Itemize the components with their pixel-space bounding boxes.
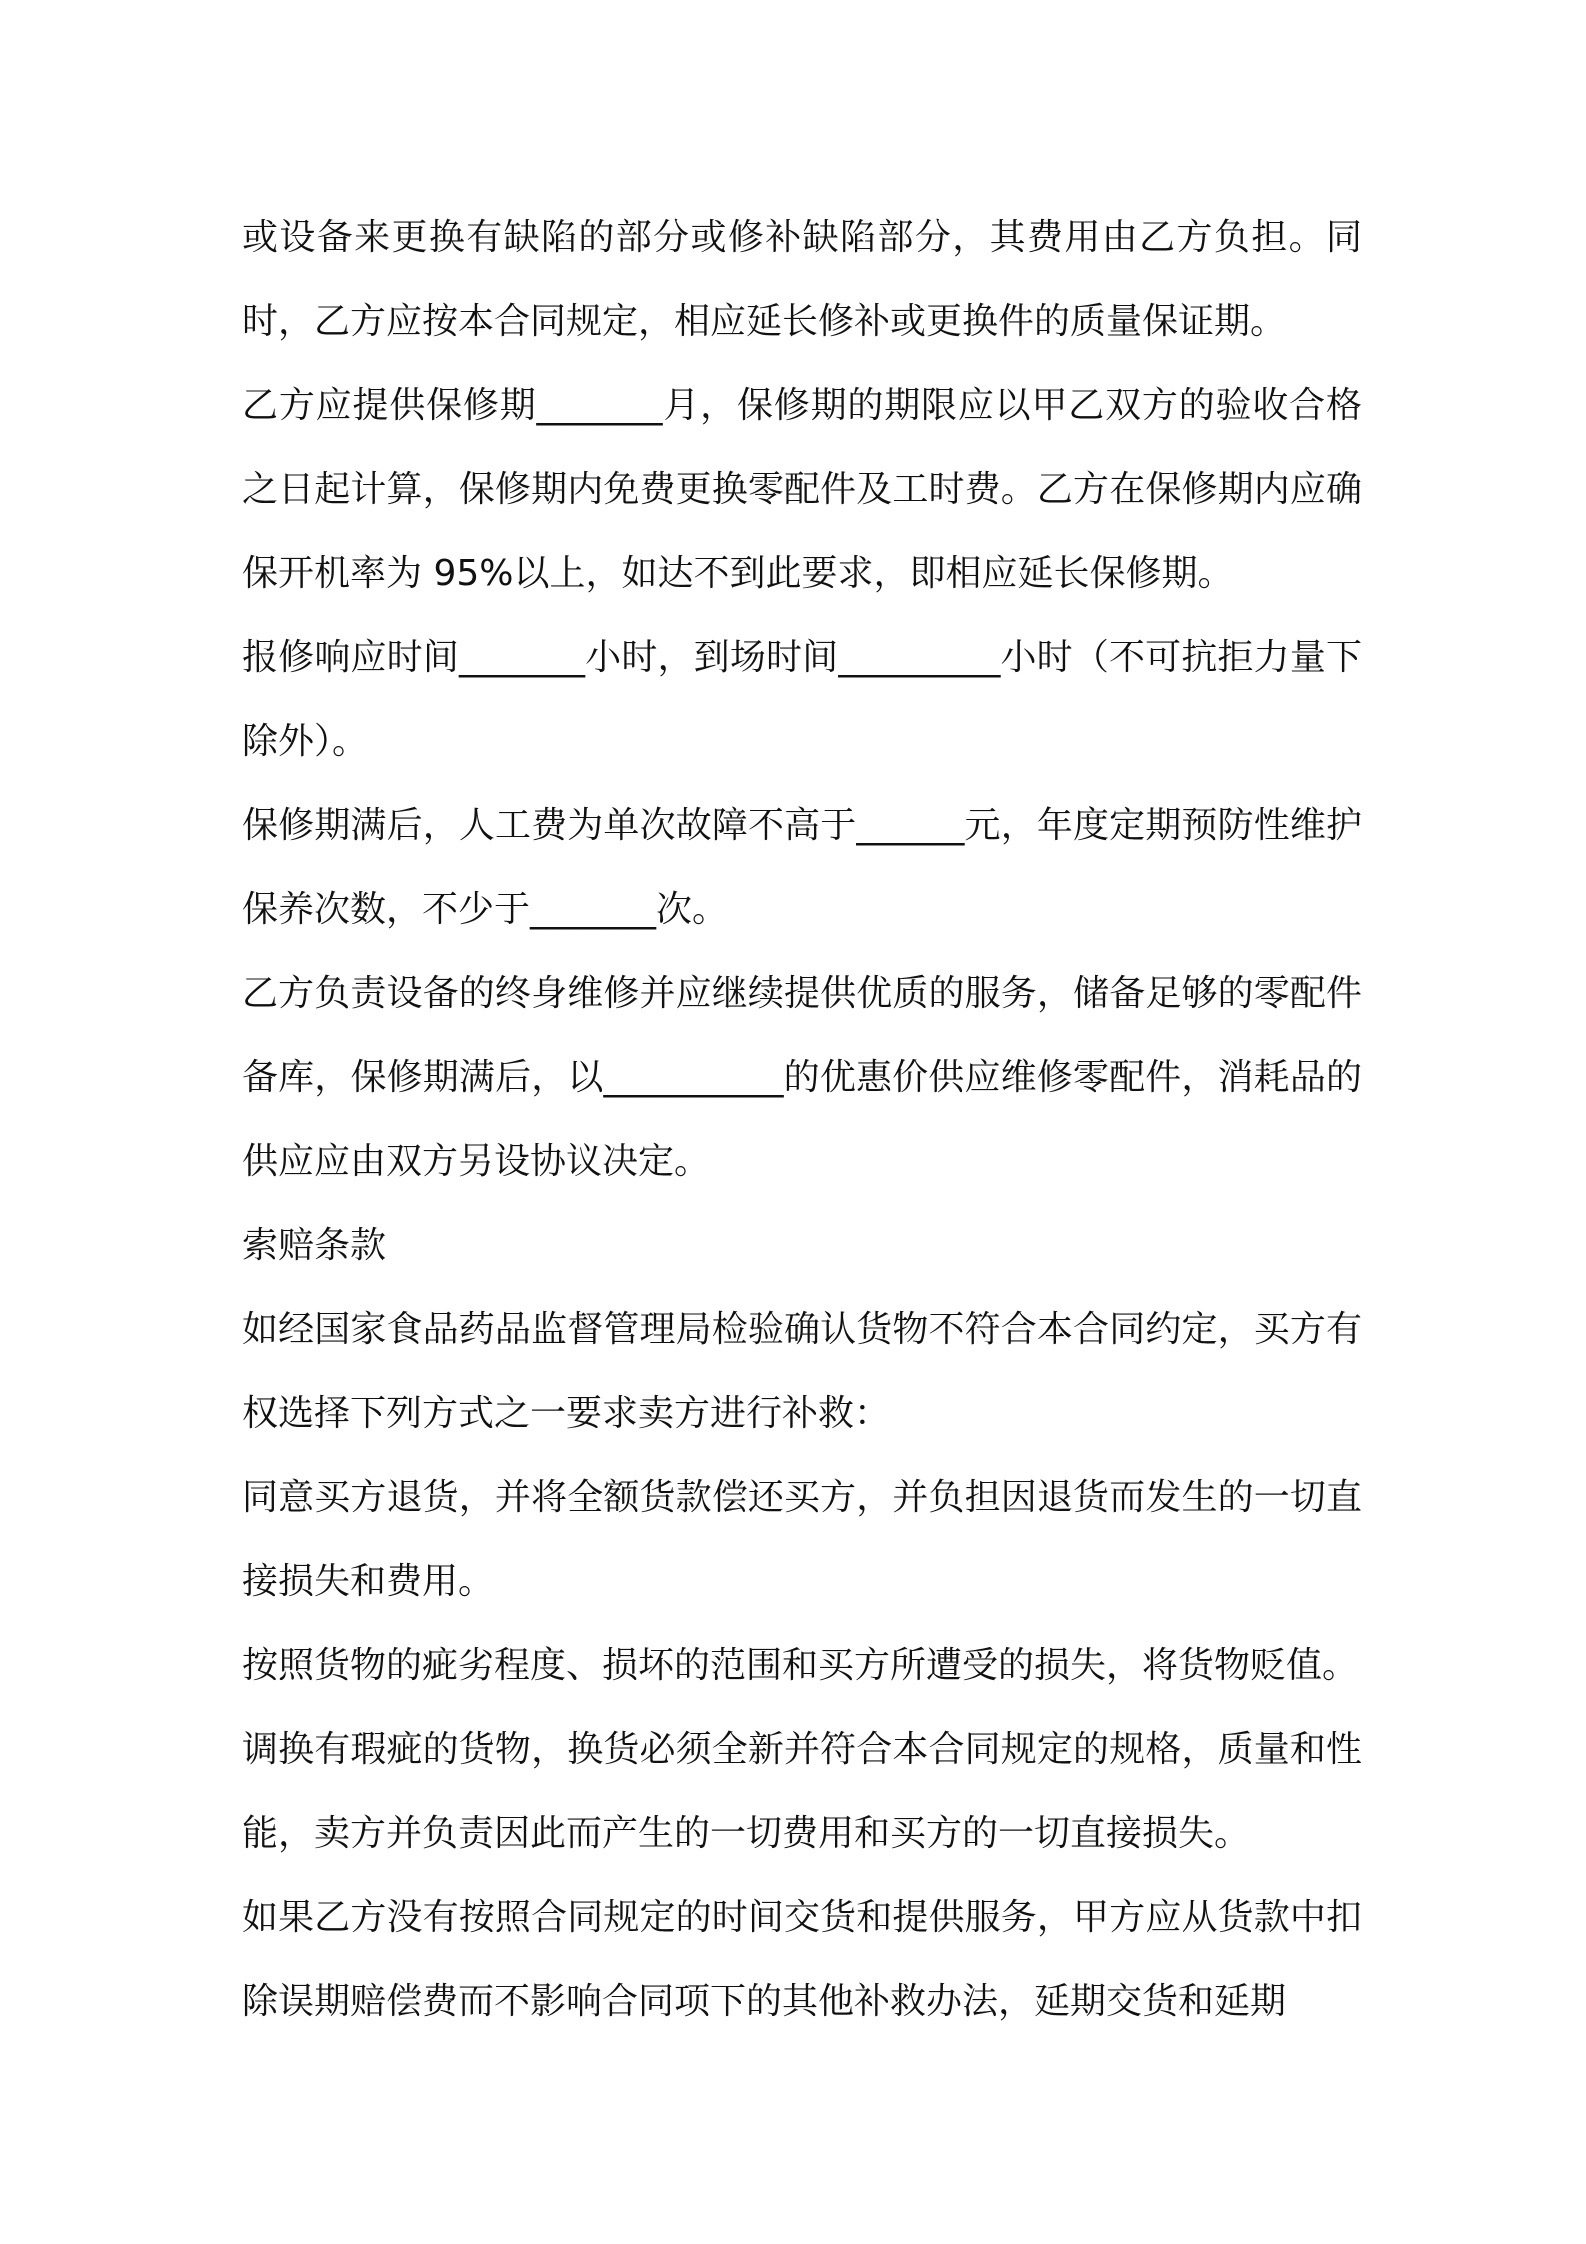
paragraph-lifetime-maintenance: 乙方负责设备的终身维修并应继续提供优质的服务，储备足够的零配件备库，保修期满后，以__________的优惠价供应维修零配件，消耗品的供应应由双方另设协议决定。 — [242, 973, 1362, 1182]
paragraph-warranty-period: 乙方应提供保修期_______月，保修期的期限应以甲乙双方的验收合格之日起计算，保修期内免费更换零配件及工时费。乙方在保修期内应确保开机率为 95%以上，如达不到此要求，即相应延长保修期。 — [242, 385, 1362, 594]
paragraph-claims-return: 同意买方退货，并将全额货款偿还买方，并负担因退货而发生的一切直接损失和费用。 — [242, 1477, 1362, 1602]
paragraph-response-time: 报修响应时间_______小时，到场时间_________小时（不可抗拒力量下除外）。 — [242, 637, 1362, 762]
paragraph-claims-intro: 如经国家食品药品监督管理局检验确认货物不符合本合同约定，买方有权选择下列方式之一要求卖方进行补救： — [242, 1309, 1362, 1434]
paragraph-claims-delay: 如果乙方没有按照合同规定的时间交货和提供服务，甲方应从货款中扣除误期赔偿费而不影响合同项下的其他补救办法，延期交货和延期 — [242, 1897, 1362, 2022]
paragraph-post-warranty-fees: 保修期满后，人工费为单次故障不高于______元，年度定期预防性维护保养次数，不少于_______次。 — [242, 805, 1362, 930]
paragraph-claims-exchange: 调换有瑕疵的货物，换货必须全新并符合本合同规定的规格，质量和性能，卖方并负责因此而产生的一切费用和买方的一切直接损失。 — [242, 1729, 1362, 1854]
paragraph-claims-devalue: 按照货物的疵劣程度、损坏的范围和买方所遭受的损失，将货物贬值。 — [242, 1645, 1359, 1686]
section-heading-claims: 索赔条款 — [242, 1225, 387, 1266]
paragraph-defect-replacement: 或设备来更换有缺陷的部分或修补缺陷部分，其费用由乙方负担。同时，乙方应按本合同规定，相应延长修补或更换件的质量保证期。 — [242, 217, 1362, 342]
document-body — [242, 196, 1362, 2044]
